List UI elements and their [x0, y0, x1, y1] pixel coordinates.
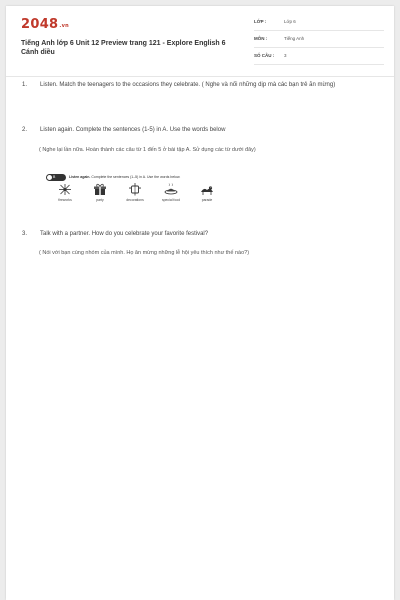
- item-label: special food: [161, 198, 181, 202]
- meta-value: Lớp 6: [284, 19, 296, 24]
- question-number: 2.: [22, 127, 28, 133]
- exercise-item-decorations: [117, 183, 153, 209]
- exercise-image: [45, 174, 225, 212]
- parade-icon: [200, 183, 214, 196]
- header-divider: [6, 76, 394, 77]
- worksheet-header: [6, 6, 394, 76]
- meta-row-class: [254, 17, 384, 31]
- exercise-instruction: Listen again. Complete the sentences (1–5) in A. Use the words below.: [69, 175, 181, 179]
- exercise-item-special-food: [153, 183, 189, 209]
- exercise-item-party: [82, 183, 118, 209]
- question-text: Listen again. Complete the sentences (1-5) in A. Use the words below: [40, 127, 226, 133]
- question-number: 1.: [22, 82, 28, 88]
- meta-value: 3: [284, 53, 287, 58]
- meta-label: MÔN :: [254, 36, 268, 41]
- item-label: fireworks: [58, 198, 72, 202]
- gift-icon: [93, 183, 107, 196]
- exercise-badge: B: [46, 174, 66, 181]
- exercise-item-fireworks: [47, 183, 83, 209]
- meta-value: Tiếng Anh: [284, 36, 305, 41]
- audio-icon: [47, 175, 52, 180]
- lantern-icon: [128, 183, 142, 196]
- item-label: party: [96, 198, 104, 202]
- meta-label: SỐ CÂU :: [254, 53, 275, 58]
- question-2-note: ( Nghe lại lần nữa. Hoàn thành các câu từ 1 đến 5 ở bài tập A. Sử dụng các từ dưới đây): [39, 147, 256, 153]
- exercise-item-parade: [189, 183, 225, 209]
- meta-info: [254, 17, 384, 68]
- question-text: Listen. Match the teenagers to the occasions they celebrate. ( Nghe và nối những dịp mà các bạn trẻ ăn mừng): [40, 82, 336, 88]
- item-label: decorations: [126, 198, 144, 202]
- meta-row-count: [254, 51, 384, 65]
- worksheet-page: [6, 6, 394, 600]
- page-title: Tiếng Anh lớp 6 Unit 12 Preview trang 121 - Explore English 6 Cánh diều: [21, 40, 226, 56]
- question-number: 3.: [22, 231, 28, 237]
- question-3-note: ( Nói với bạn cùng nhóm của mình. Họ ăn mừng những lễ hội yêu thích như thế nào?): [39, 250, 250, 256]
- meta-row-subject: [254, 34, 384, 48]
- item-label: parade: [201, 198, 213, 202]
- fireworks-icon: [58, 183, 72, 196]
- meta-label: LỚP :: [254, 19, 267, 24]
- question-text: Talk with a partner. How do you celebrate your favorite festival?: [40, 231, 209, 237]
- site-logo[interactable]: $2048^{.vn}$: [21, 17, 70, 32]
- food-icon: [164, 183, 178, 196]
